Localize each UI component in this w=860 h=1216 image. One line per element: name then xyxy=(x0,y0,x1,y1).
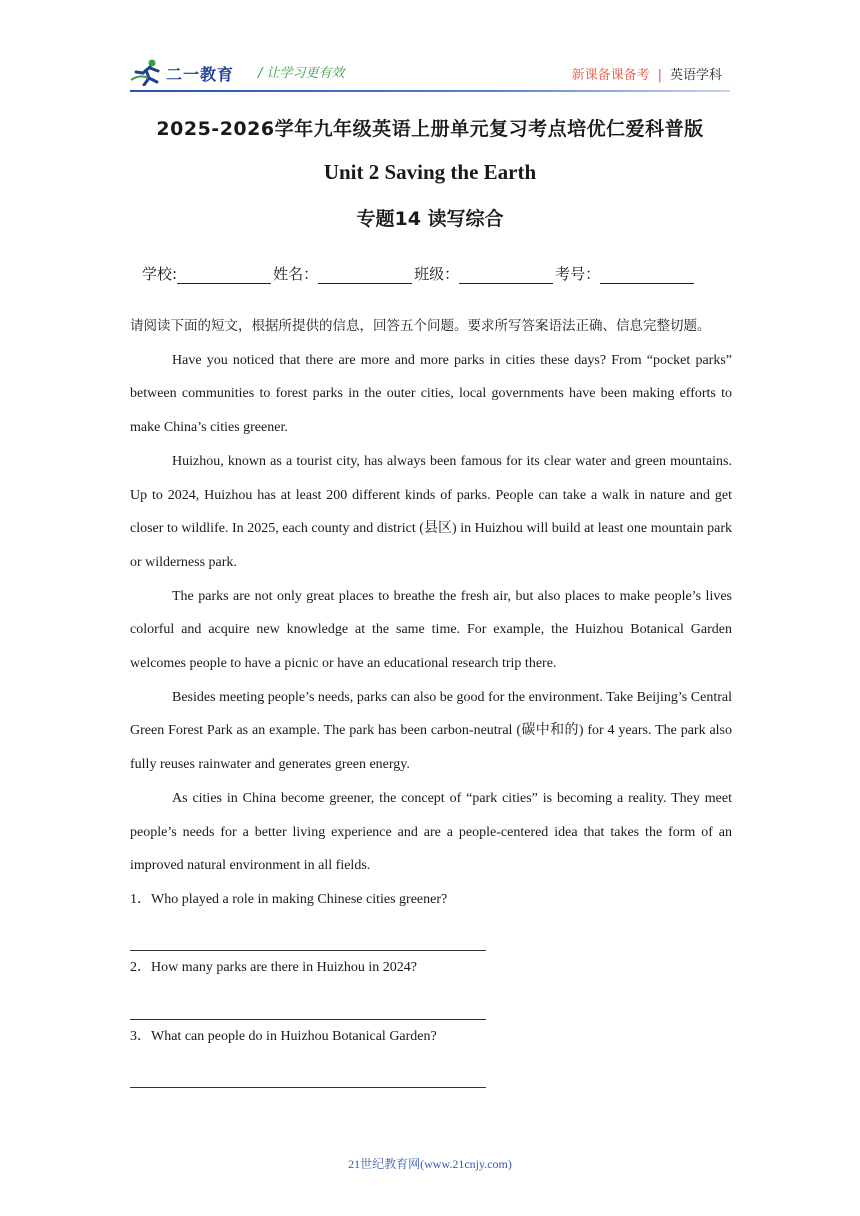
topic-title: 专题14 读写综合 xyxy=(356,208,504,230)
header-separator: | xyxy=(657,68,662,83)
page-footer: 21世纪教育网(www.21cnjy.com) xyxy=(348,1157,512,1171)
page-header xyxy=(130,52,730,92)
number-label: 考号： xyxy=(555,265,601,283)
class-blank[interactable] xyxy=(459,268,553,284)
school-blank[interactable] xyxy=(177,268,271,284)
name-label: 姓名： xyxy=(273,265,319,283)
logo-text: 二一教育 xyxy=(166,65,235,84)
question-2: 2．How many parks are there in Huizhou in 2024? xyxy=(130,960,417,976)
paragraph-5: As cities in China become greener, the concept of “park cities” is becoming a reality. They meet people’s needs for a better living experience and are a people-centered idea that takes the form of an improved natural environment in all fields. xyxy=(130,790,732,874)
answer-line-3[interactable] xyxy=(130,1053,486,1088)
logo xyxy=(130,58,250,86)
answer-line-1[interactable] xyxy=(130,917,486,952)
header-divider xyxy=(130,90,730,92)
slogan: / 让学习更有效 xyxy=(258,66,345,81)
header-right xyxy=(572,64,722,83)
number-blank[interactable] xyxy=(600,268,694,284)
paragraph-1: Have you noticed that there are more and more parks in cities these days? From “pocket parks” between communities to forest parks in the outer cities, local governments have been making efforts to make China’s cities greener. xyxy=(130,352,732,436)
paragraph-3: The parks are not only great places to breathe the fresh air, but also places to make people’s lives colorful and acquire new knowledge at the same time. For example, the Huizhou Botanical Garden welcomes people to have a picnic or have an educational research trip there. xyxy=(130,588,732,672)
paragraph-2: Huizhou, known as a tourist city, has always been famous for its clear water and green mountains. Up to 2024, Huizhou has at least 200 different kinds of parks. People can take a walk in nature and get closer to wildlife. In 2025, each county and district (县区) in Huizhou will build at least one mountain park or wilderness park. xyxy=(130,453,732,570)
runner-logo-icon xyxy=(130,58,164,86)
document-title: 2025-2026学年九年级英语上册单元复习考点培优仁爱科普版 xyxy=(156,118,704,140)
question-1: 1．Who played a role in making Chinese cities greener? xyxy=(130,891,448,907)
document-body xyxy=(130,310,732,1088)
answer-line-2[interactable] xyxy=(130,985,486,1020)
name-blank[interactable] xyxy=(318,268,412,284)
paragraph-4: Besides meeting people’s needs, parks can also be good for the environment. Take Beijing’s Central Green Forest Park as an example. The park has been carbon-neutral (碳中和的) for 4 years. The park also fully reuses rainwater and generates green energy. xyxy=(130,689,732,773)
header-tagline: 新课备课备考 xyxy=(571,68,650,83)
student-info-row xyxy=(142,263,696,284)
question-3: 3．What can people do in Huizhou Botanical Garden? xyxy=(130,1028,437,1044)
unit-title: Unit 2 Saving the Earth xyxy=(323,160,537,184)
header-subject: 英语学科 xyxy=(669,68,722,83)
class-label: 班级： xyxy=(414,265,460,283)
school-label: 学校: xyxy=(142,265,178,283)
instruction: 请阅读下面的短文，根据所提供的信息，回答五个问题。要求所写答案语法正确、信息完整切题。 xyxy=(130,318,711,334)
